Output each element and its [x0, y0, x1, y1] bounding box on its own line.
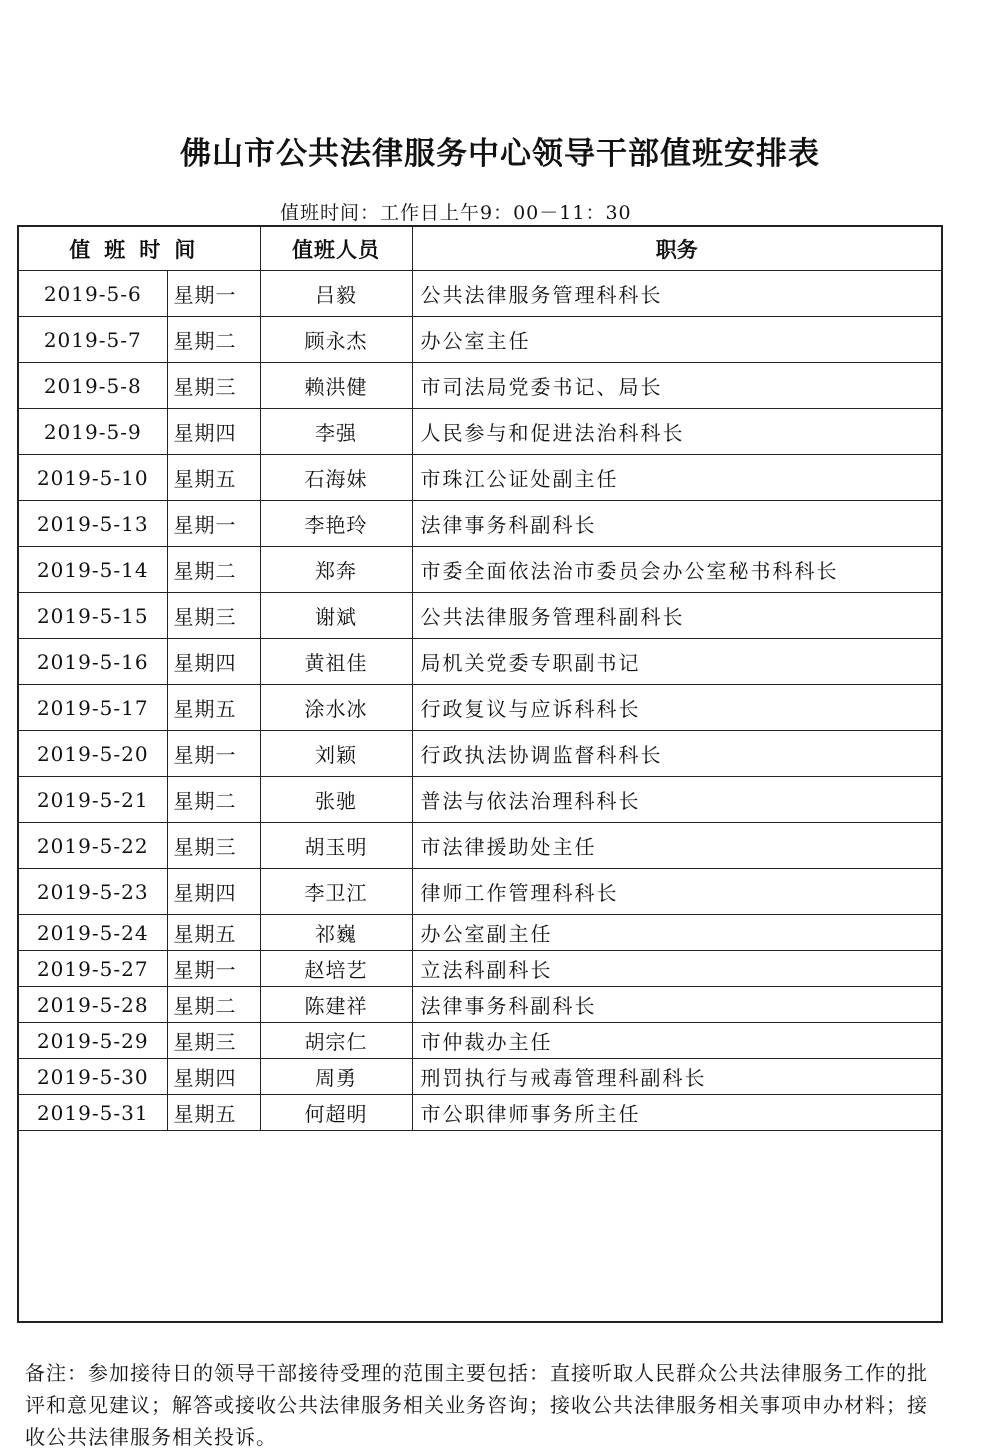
- duty-date-cell: 2019-5-6: [19, 271, 167, 317]
- position-cell: 律师工作管理科科长: [412, 869, 941, 915]
- staff-name-cell: 李艳玲: [260, 501, 412, 547]
- table-row: [19, 409, 941, 455]
- position-cell: 市公职律师事务所主任: [412, 1095, 941, 1131]
- position-cell: 法律事务科副科长: [412, 987, 941, 1023]
- duty-date-cell: 2019-5-31: [19, 1095, 167, 1131]
- weekday-cell: 星期五: [167, 915, 260, 951]
- duty-date-cell: 2019-5-15: [19, 593, 167, 639]
- staff-name-cell: 何超明: [260, 1095, 412, 1131]
- table-body: [19, 271, 941, 1131]
- weekday-cell: 星期五: [167, 685, 260, 731]
- table-row: [19, 731, 941, 777]
- table-row: [19, 869, 941, 915]
- table-row: [19, 501, 941, 547]
- table-row: [19, 915, 941, 951]
- duty-date-cell: 2019-5-30: [19, 1059, 167, 1095]
- duty-date-cell: 2019-5-16: [19, 639, 167, 685]
- schedule-sheet: [17, 225, 943, 1449]
- weekday-cell: 星期二: [167, 547, 260, 593]
- weekday-cell: 星期一: [167, 731, 260, 777]
- position-cell: 办公室副主任: [412, 915, 941, 951]
- remark-note: 备注：参加接待日的领导干部接待受理的范围主要包括：直接听取人民群众公共法律服务工作的批评和意见建议；解答或接收公共法律服务相关业务咨询；接收公共法律服务相关事项申办材料；接收公共法律服务相关投诉。: [25, 1361, 928, 1449]
- table-row: [19, 951, 941, 987]
- staff-name-cell: 赵培艺: [260, 951, 412, 987]
- position-cell: 行政执法协调监督科科长: [412, 731, 941, 777]
- duty-date-cell: 2019-5-8: [19, 363, 167, 409]
- weekday-cell: 星期二: [167, 317, 260, 363]
- staff-name-cell: 李卫江: [260, 869, 412, 915]
- duty-date-cell: 2019-5-20: [19, 731, 167, 777]
- header-position: 职务: [412, 227, 941, 271]
- weekday-cell: 星期三: [167, 823, 260, 869]
- duty-date-cell: 2019-5-24: [19, 915, 167, 951]
- staff-name-cell: 李强: [260, 409, 412, 455]
- table-row: [19, 547, 941, 593]
- duty-date-cell: 2019-5-22: [19, 823, 167, 869]
- page-title: 佛山市公共法律服务中心领导干部值班安排表: [180, 136, 820, 172]
- weekday-cell: 星期四: [167, 409, 260, 455]
- duty-date-cell: 2019-5-10: [19, 455, 167, 501]
- position-cell: 市珠江公证处副主任: [412, 455, 941, 501]
- duty-date-cell: 2019-5-7: [19, 317, 167, 363]
- staff-name-cell: 陈建祥: [260, 987, 412, 1023]
- position-cell: 市司法局党委书记、局长: [412, 363, 941, 409]
- weekday-cell: 星期四: [167, 869, 260, 915]
- staff-name-cell: 谢斌: [260, 593, 412, 639]
- position-cell: 公共法律服务管理科副科长: [412, 593, 941, 639]
- duty-date-cell: 2019-5-9: [19, 409, 167, 455]
- staff-name-cell: 顾永杰: [260, 317, 412, 363]
- duty-hours-subtitle: 值班时间：工作日上午9：00－11：30: [280, 202, 632, 224]
- table-row: [19, 1095, 941, 1131]
- table-row: [19, 777, 941, 823]
- duty-date-cell: 2019-5-21: [19, 777, 167, 823]
- table-row: [19, 639, 941, 685]
- staff-name-cell: 涂水冰: [260, 685, 412, 731]
- position-cell: 办公室主任: [412, 317, 941, 363]
- staff-name-cell: 胡宗仁: [260, 1023, 412, 1059]
- staff-name-cell: 胡玉明: [260, 823, 412, 869]
- table-row: [19, 823, 941, 869]
- position-cell: 立法科副科长: [412, 951, 941, 987]
- position-cell: 行政复议与应诉科科长: [412, 685, 941, 731]
- position-cell: 市法律援助处主任: [412, 823, 941, 869]
- table-row: [19, 317, 941, 363]
- table-row: [19, 455, 941, 501]
- position-cell: 公共法律服务管理科科长: [412, 271, 941, 317]
- duty-date-cell: 2019-5-14: [19, 547, 167, 593]
- table-row: [19, 987, 941, 1023]
- staff-name-cell: 石海妹: [260, 455, 412, 501]
- staff-name-cell: 周勇: [260, 1059, 412, 1095]
- duty-date-cell: 2019-5-29: [19, 1023, 167, 1059]
- position-cell: 刑罚执行与戒毒管理科副科长: [412, 1059, 941, 1095]
- staff-name-cell: 张驰: [260, 777, 412, 823]
- staff-name-cell: 黄祖佳: [260, 639, 412, 685]
- table-row: [19, 685, 941, 731]
- weekday-cell: 星期四: [167, 1059, 260, 1095]
- table-row: [19, 363, 941, 409]
- weekday-cell: 星期三: [167, 593, 260, 639]
- weekday-cell: 星期五: [167, 1095, 260, 1131]
- header-duty-staff: 值班人员: [260, 227, 412, 271]
- table-header-row: [19, 227, 941, 271]
- duty-date-cell: 2019-5-27: [19, 951, 167, 987]
- header-duty-time: 值班时间: [19, 227, 260, 271]
- position-cell: 普法与依法治理科科长: [412, 777, 941, 823]
- duty-date-cell: 2019-5-28: [19, 987, 167, 1023]
- weekday-cell: 星期一: [167, 271, 260, 317]
- table-row: [19, 593, 941, 639]
- staff-name-cell: 赖洪健: [260, 363, 412, 409]
- weekday-cell: 星期二: [167, 987, 260, 1023]
- position-cell: 人民参与和促进法治科科长: [412, 409, 941, 455]
- duty-date-cell: 2019-5-23: [19, 869, 167, 915]
- staff-name-cell: 祁巍: [260, 915, 412, 951]
- weekday-cell: 星期一: [167, 501, 260, 547]
- staff-name-cell: 吕毅: [260, 271, 412, 317]
- position-cell: 局机关党委专职副书记: [412, 639, 941, 685]
- weekday-cell: 星期三: [167, 1023, 260, 1059]
- table-row: [19, 1059, 941, 1095]
- weekday-cell: 星期四: [167, 639, 260, 685]
- weekday-cell: 星期一: [167, 951, 260, 987]
- table-row: [19, 1023, 941, 1059]
- duty-date-cell: 2019-5-17: [19, 685, 167, 731]
- staff-name-cell: 郑奔: [260, 547, 412, 593]
- position-cell: 法律事务科副科长: [412, 501, 941, 547]
- weekday-cell: 星期二: [167, 777, 260, 823]
- table-row: [19, 271, 941, 317]
- position-cell: 市仲裁办主任: [412, 1023, 941, 1059]
- duty-date-cell: 2019-5-13: [19, 501, 167, 547]
- weekday-cell: 星期三: [167, 363, 260, 409]
- weekday-cell: 星期五: [167, 455, 260, 501]
- staff-name-cell: 刘颖: [260, 731, 412, 777]
- duty-schedule-table: [19, 227, 941, 1131]
- position-cell: 市委全面依法治市委员会办公室秘书科科长: [412, 547, 941, 593]
